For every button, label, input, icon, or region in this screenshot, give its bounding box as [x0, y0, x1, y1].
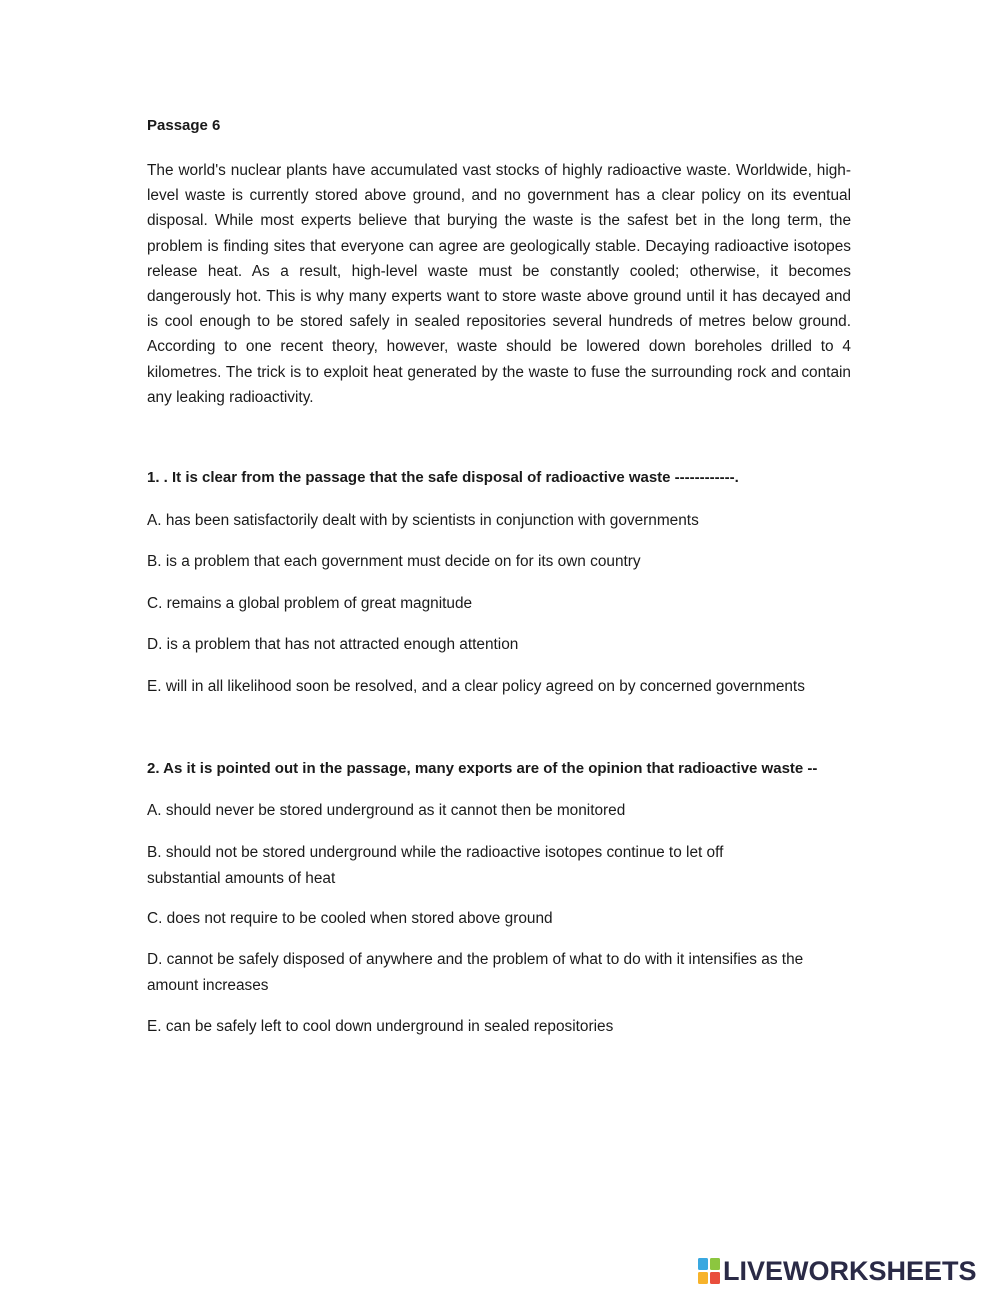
- passage-title: Passage 6: [147, 117, 221, 134]
- question-1-option-c[interactable]: C. remains a global problem of great magnitude: [147, 595, 473, 612]
- question-2-option-a[interactable]: A. should never be stored underground as it cannot then be monitored: [147, 802, 626, 819]
- question-2-option-b[interactable]: B. should not be stored underground while the radioactive isotopes continue to let off substantial amounts of heat: [147, 844, 724, 887]
- question-2-option-e[interactable]: E. can be safely left to cool down underground in sealed repositories: [147, 1018, 614, 1035]
- logo-text: LIVEWORKSHEETS: [723, 1256, 977, 1286]
- question-1-option-a[interactable]: A. has been satisfactorily dealt with by scientists in conjunction with governments: [147, 512, 699, 529]
- question-1-prompt: 1. . It is clear from the passage that the safe disposal of radioactive waste ------------.: [147, 469, 739, 486]
- liveworksheets-logo-icon: [698, 1258, 720, 1284]
- question-2-prompt: 2. As it is pointed out in the passage, many exports are of the opinion that radioactive waste --: [147, 760, 818, 777]
- question-2-option-d[interactable]: D. cannot be safely disposed of anywhere and the problem of what to do with it intensifies as the amount increases: [147, 951, 804, 994]
- question-1-option-b[interactable]: B. is a problem that each government must decide on for its own country: [147, 553, 641, 570]
- question-2-option-c[interactable]: C. does not require to be cooled when stored above ground: [147, 910, 553, 927]
- question-1-option-e[interactable]: E. will in all likelihood soon be resolved, and a clear policy agreed on by concerned governments: [147, 678, 805, 695]
- question-1-option-d[interactable]: D. is a problem that has not attracted enough attention: [147, 636, 519, 653]
- passage-text: The world's nuclear plants have accumulated vast stocks of highly radioactive waste. Worldwide, high-level waste is currently stored above ground, and no government has a clear policy on its eventual disposal. While most experts believe that burying the waste is the safest bet in the long term, the problem is finding sites that everyone can agree are geologically stable. Decaying radioactive isotopes release heat. As a result, high-level waste must be constantly cooled; otherwise, it becomes dangerously hot. This is why many experts want to store waste above ground until it has decayed and is cool enough to be stored safely in sealed repositories several hundreds of metres below ground. According to one recent theory, however, waste should be lowered down boreholes drilled to 4 kilometres. The trick is to exploit heat generated by the waste to fuse the surrounding rock and contain any leaking radioactivity.: [147, 162, 851, 406]
- liveworksheets-logo: [698, 1256, 977, 1286]
